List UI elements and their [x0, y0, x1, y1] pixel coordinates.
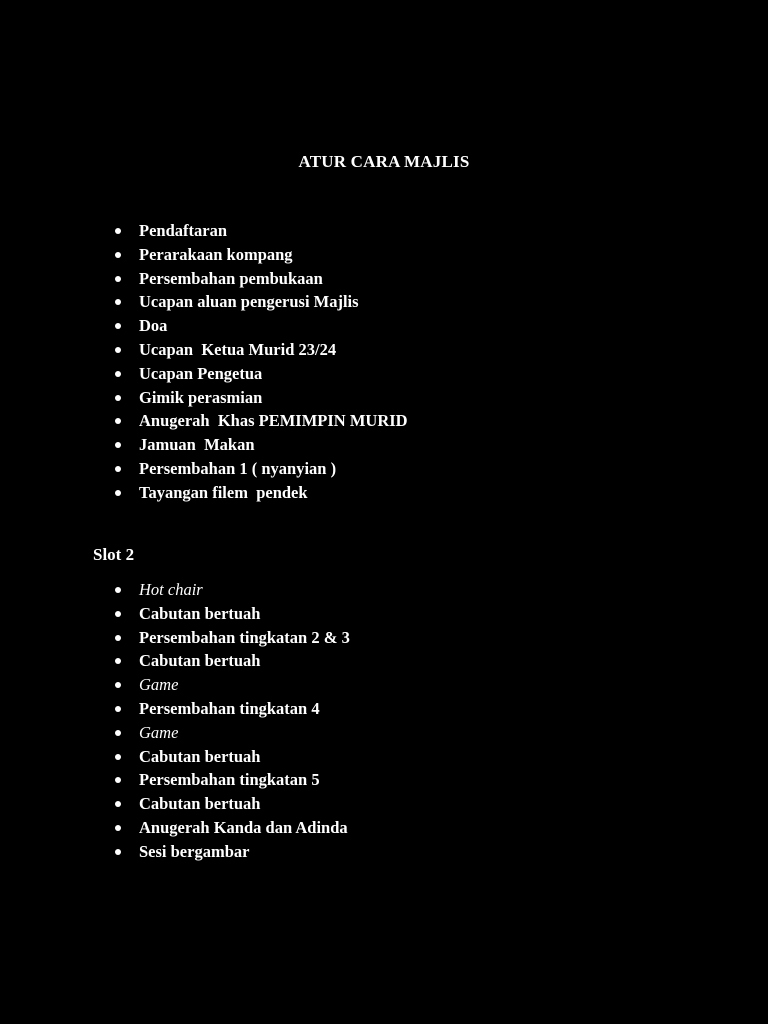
list-item-text: Hot chair — [139, 580, 203, 599]
list-item-text: Cabutan bertuah — [139, 603, 261, 623]
bullet-icon — [115, 801, 121, 807]
bullet-icon — [115, 490, 121, 496]
bullet-icon — [115, 323, 121, 329]
list-item-text: Anugerah Khas PEMIMPIN MURID — [139, 411, 408, 431]
list-item-text: Perarakaan kompang — [139, 244, 293, 264]
bullet-icon — [115, 825, 121, 831]
bullet-icon — [115, 635, 121, 641]
list-item-text: Game — [139, 722, 179, 742]
bullet-icon — [115, 418, 121, 424]
list-item-text: Gimik perasmian — [139, 387, 263, 407]
list-item-text: Pendaftaran — [139, 221, 227, 240]
bullet-icon — [115, 252, 121, 258]
list-item-text: Ucapan Ketua Murid 23/24 — [139, 339, 337, 359]
list-item — [112, 433, 408, 457]
slot2-list — [112, 578, 350, 864]
slot1-list — [112, 219, 408, 505]
list-item-text: Persembahan tingkatan 5 — [139, 770, 320, 790]
list-item-text: Cabutan bertuah — [139, 746, 261, 766]
list-item-text: Persembahan 1 ( nyanyian ) — [139, 458, 337, 478]
list-item — [112, 362, 408, 386]
list-item-text: Persembahan tingkatan 2 & 3 — [139, 627, 350, 647]
list-item — [112, 768, 350, 792]
list-item-text: Cabutan bertuah — [139, 651, 261, 671]
list-item-text: Sesi bergambar — [139, 841, 250, 861]
slot2-heading: Slot 2 — [93, 545, 135, 564]
list-item-text: Ucapan Pengetua — [139, 363, 263, 383]
bullet-icon — [115, 371, 121, 377]
bullet-icon — [115, 395, 121, 401]
list-item — [112, 481, 408, 505]
list-item — [112, 267, 408, 291]
list-item — [112, 457, 408, 481]
list-item — [112, 626, 350, 650]
list-item — [112, 578, 350, 602]
list-item-text: Cabutan bertuah — [139, 794, 261, 814]
list-item — [112, 386, 408, 410]
bullet-icon — [115, 706, 121, 712]
list-item-text: Ucapan aluan pengerusi Majlis — [139, 292, 359, 312]
list-item — [112, 697, 350, 721]
bullet-icon — [115, 466, 121, 472]
list-item-text: Jamuan Makan — [139, 435, 255, 455]
bullet-icon — [115, 754, 121, 760]
list-item-text: Tayangan filem pendek — [139, 482, 308, 502]
list-item-text: Game — [139, 675, 179, 695]
list-item — [112, 816, 350, 840]
list-item-text: Doa — [139, 316, 168, 336]
bullet-icon — [115, 442, 121, 448]
bullet-icon — [115, 299, 121, 305]
bullet-icon — [115, 276, 121, 282]
bullet-icon — [115, 587, 121, 593]
bullet-icon — [115, 730, 121, 736]
list-item — [112, 219, 408, 243]
bullet-icon — [115, 658, 121, 664]
list-item-text: Persembahan tingkatan 4 — [139, 698, 320, 718]
list-item — [112, 721, 350, 745]
list-item — [112, 840, 350, 864]
bullet-icon — [115, 849, 121, 855]
list-item — [112, 649, 350, 673]
list-item-text: Anugerah Kanda dan Adinda — [139, 817, 348, 837]
list-item — [112, 290, 408, 314]
list-item — [112, 745, 350, 769]
list-item — [112, 243, 408, 267]
list-item — [112, 314, 408, 338]
bullet-icon — [115, 347, 121, 353]
list-item — [112, 673, 350, 697]
list-item-text: Persembahan pembukaan — [139, 268, 323, 288]
list-item — [112, 602, 350, 626]
bullet-icon — [115, 611, 121, 617]
bullet-icon — [115, 682, 121, 688]
bullet-icon — [115, 228, 121, 234]
list-item — [112, 792, 350, 816]
bullet-icon — [115, 777, 121, 783]
list-item — [112, 338, 408, 362]
list-item — [112, 409, 408, 433]
page-title: ATUR CARA MAJLIS — [298, 152, 470, 171]
